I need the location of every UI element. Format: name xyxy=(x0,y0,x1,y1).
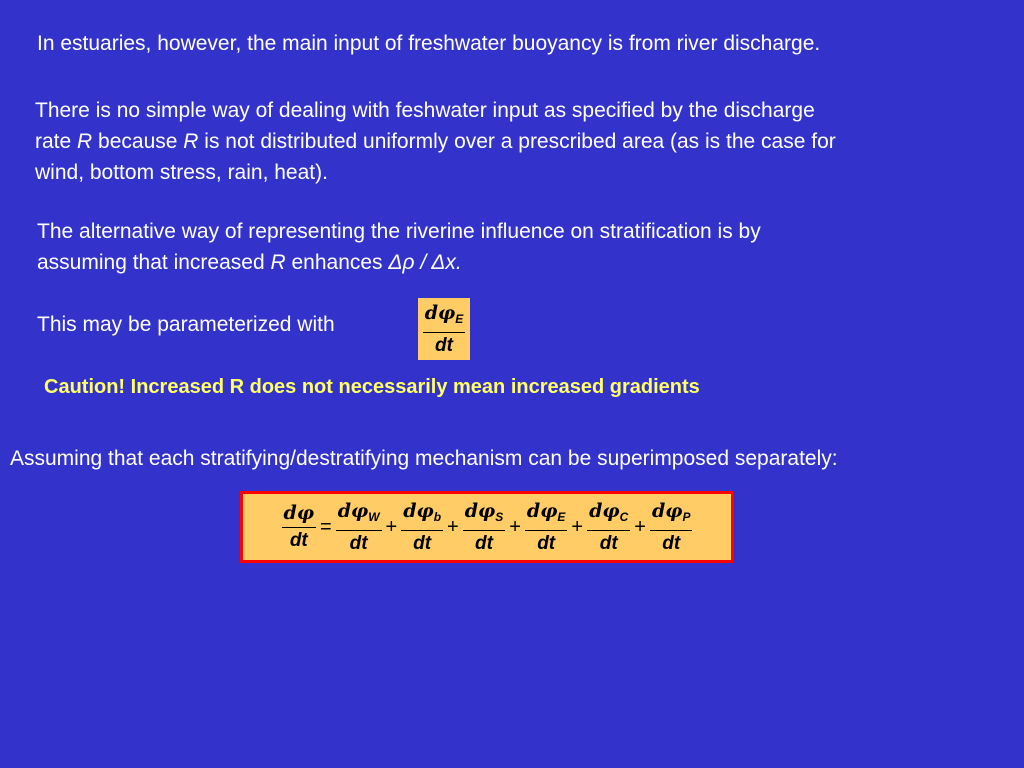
fraction-denominator: dt xyxy=(662,532,681,554)
fraction-dphi-c-dt xyxy=(587,500,630,555)
fraction-numerator: $d\varphi_b$ xyxy=(403,499,442,524)
main-equation-box xyxy=(240,491,734,563)
fraction-dphi-e-dt xyxy=(423,302,466,357)
fraction-denominator: dt xyxy=(435,334,453,356)
symbol-r: R xyxy=(77,130,93,153)
paragraph-freshwater-line1: There is no simple way of dealing with feshwater input as specified by the discharge xyxy=(35,99,815,122)
text-assuming: assuming that increased xyxy=(37,251,271,274)
fraction-numerator: $d\varphi_S$ xyxy=(464,499,504,524)
fraction-dphi-e-dt xyxy=(525,500,568,555)
plus-sign: + xyxy=(571,515,584,538)
equals-sign: = xyxy=(320,515,332,538)
symbol-r: R xyxy=(270,251,286,274)
fraction-bar xyxy=(525,530,568,531)
paragraph-freshwater-line3: wind, bottom stress, rain, heat). xyxy=(35,161,328,184)
paragraph-superimposed: Assuming that each stratifying/destratifying mechanism can be superimposed separately: xyxy=(10,447,838,470)
fraction-bar xyxy=(282,527,316,528)
fraction-denominator: dt xyxy=(599,532,618,554)
fraction-numerator: $d\varphi_E$ xyxy=(526,499,566,524)
text-not-distributed: is not distributed uniformly over a prescribed area (as is the case for xyxy=(198,130,836,153)
small-equation-box xyxy=(418,298,470,360)
fraction-dphi-p-dt xyxy=(650,500,693,555)
plus-sign: + xyxy=(509,515,521,538)
fraction-dphi-b-dt xyxy=(401,500,443,555)
paragraph-alternative-line2 xyxy=(37,247,462,278)
text-enhances: enhances xyxy=(285,251,389,274)
equation-terms xyxy=(336,500,693,555)
fraction-numerator: $d\varphi_P$ xyxy=(651,499,691,524)
fraction-dphi-dt xyxy=(282,502,316,552)
fraction-numerator: dφ xyxy=(283,502,315,524)
plus-sign: + xyxy=(385,515,398,538)
fraction-bar xyxy=(650,530,693,531)
plus-sign: + xyxy=(447,515,459,538)
fraction-denominator: dt xyxy=(537,532,556,554)
paragraph-parameterized: This may be parameterized with xyxy=(37,313,335,336)
paragraph-freshwater-line2 xyxy=(35,126,836,157)
density-gradient-expr: Δρ / Δx. xyxy=(388,251,462,274)
caution-text: Caution! Increased R does not necessarily mean increased gradients xyxy=(44,376,700,398)
fraction-bar xyxy=(587,530,630,531)
fraction-dphi-w-dt xyxy=(336,500,382,555)
plus-sign: + xyxy=(634,515,646,538)
fraction-denominator: dt xyxy=(475,532,493,554)
symbol-r: R xyxy=(183,130,199,153)
fraction-bar xyxy=(423,332,466,333)
fraction-numerator: $d\varphi_E$ xyxy=(424,301,464,326)
text-rate: rate xyxy=(35,130,78,153)
fraction-bar xyxy=(336,530,382,531)
fraction-denominator: dt xyxy=(413,532,432,554)
fraction-bar xyxy=(463,530,506,531)
text-because: because xyxy=(92,130,184,153)
fraction-denominator: dt xyxy=(349,532,368,554)
fraction-numerator: $d\varphi_W$ xyxy=(337,499,380,524)
fraction-bar xyxy=(401,530,443,531)
fraction-denominator: dt xyxy=(289,530,308,551)
fraction-dphi-s-dt xyxy=(463,500,506,555)
fraction-numerator: $d\varphi_C$ xyxy=(589,499,629,524)
paragraph-alternative-line1: The alternative way of representing the riverine influence on stratification is by xyxy=(37,220,761,243)
paragraph-estuaries: In estuaries, however, the main input of freshwater buoyancy is from river discharge. xyxy=(37,32,821,55)
